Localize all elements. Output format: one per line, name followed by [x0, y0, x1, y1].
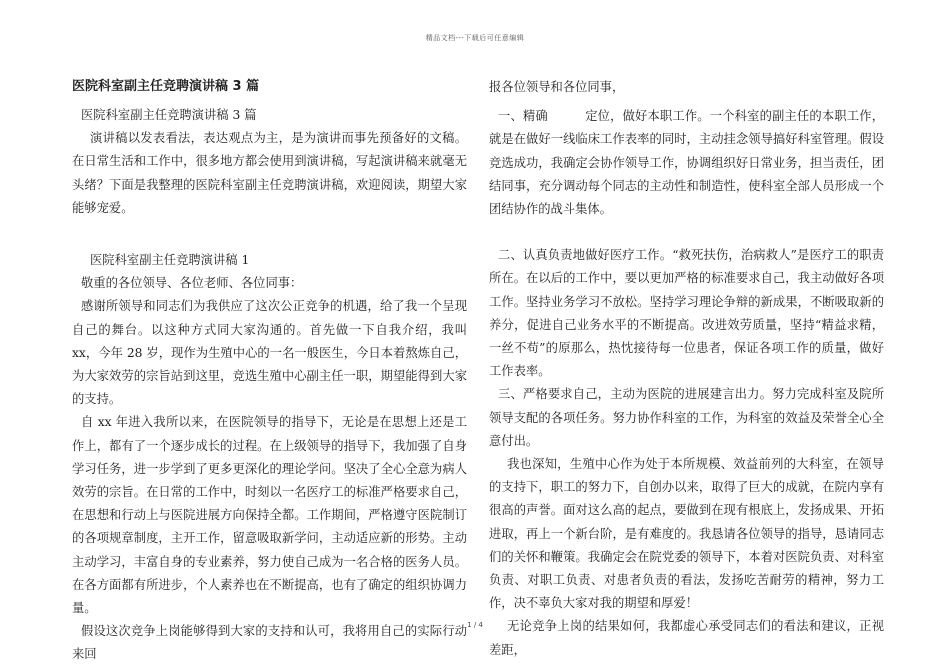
intro-paragraph: 演讲稿以发表看法，表达观点为主，是为演讲而事先预备好的文稿。在日常生活和工作中，很多地方都会使用到演讲稿，写起演讲稿来就毫无头绪？下面是我整理的医院科室副主任竞聘演讲稿，欢迎阅读，期望大家能够宠爱。 — [72, 131, 467, 215]
right-column — [489, 76, 884, 662]
document-title: 医院科室副主任竞聘演讲稿 3 篇 — [72, 79, 260, 94]
document-subtitle: 医院科室副主任竞聘演讲稿 3 篇 — [81, 108, 257, 122]
greeting: 敬重的各位领导、各位老师、各位同事： — [81, 276, 303, 291]
paragraph: 感谢所领导和同志们为我供应了这次公正竞争的机遇，给了我一个呈现自己的舞台。以这种方式同大家沟通的。首先做一下自我介绍，我叫 xx，今年 28 岁，现作为生殖中心的一名一般医生，今日本着熬炼自己，为大家效劳的宗旨站到这里，竞选生殖中心副主任一职，期望能得到大家的支持。 — [72, 299, 467, 407]
paragraph: 自 xx 年进入我所以来，在医院领导的指导下，无论是在思想上还是工作上，都有了一个逐步成长的过程。在上级领导的指导下，我加强了自身学习任务，进一步学到了更多更深化的理论学问。坚决了全心全意为病人效劳的宗旨。在日常的工作中，时刻以一名医疗工的标准严格要求自己，在思想和行动上与医院进展方向保持全都。工作期间，严格遵守医院制订的各项规章制度，主开工作，留意吸取新学问，主动适应新的形势。主动主动学习，丰富自身的专业素养，努力使自己成为一名合格的医务人员。在各方面都有所进步，个人素养也在不断提高，也有了确定的组织协调力量。 — [72, 415, 467, 616]
paragraph: 我也深知，生殖中心作为处于本所规模、效益前列的大科室，在领导的支持下，职工的努力下，自创办以来，取得了巨大的成就，在院内享有很高的声誉。面对这么高的起点，要做到在现有根底上，发扬成果、开拓进取，再上一个新台阶，是有难度的。我恳请各位领导的指导，恳请同志们的关怀和鞭策。我确定会在院党委的领导下，本着对医院负责、对科室负责、对职工负责、对患者负责的看法，发扬吃苦耐劳的精神，努力工作，决不辜负大家对我的期望和厚爱！ — [489, 457, 884, 611]
header-note: 精品文档---下载后可任意编辑 — [425, 34, 525, 42]
paragraph: 无论竞争上岗的结果如何，我都虚心承受同志们的看法和建议，正视差距， — [489, 619, 884, 657]
paragraph: 二、认真负责地做好医疗工作。“救死扶伤，治病救人”是医疗工的职责所在。在以后的工作中，要以更加严格的标准要求自己，我主动做好各项工作。坚持业务学习不放松。坚持学习理论争辩的新成果，不断吸取新的养分，促进自己业务水平的不断提高。改进效劳质量，坚持“精益求精，一丝不苟”的原那么，热忱接待每一位患者，保证各项工作的质量，做好工作表率。 — [489, 248, 884, 379]
paragraph: 一、精确 定位，做好本职工作。一个科室的副主任的本职工作，就是在做好一线临床工作表率的同时，主动挂念领导搞好科室管理。假设竞选成功，我确定会协作领导工作，协调组织好日常业务，担当责任，团结同事，充分调动每个同志的主动性和制造性，使科室全部人员形成一个团结协作的战斗集体。 — [489, 109, 884, 217]
section-heading: 医院科室副主任竞聘演讲稿 1 — [90, 253, 250, 268]
paragraph-continuation: 报各位领导和各位同事， — [489, 80, 625, 94]
paragraph: 假设这次竞争上岗能够得到大家的支持和认可，我将用自己的实际行动来回 — [72, 624, 467, 662]
page-number: 1 / 4 — [467, 621, 483, 629]
paragraph: 三、严格要求自己，主动为医院的进展建言出力。努力完成科室及院所领导支配的各项任务。努力协作科室的工作，为科室的效益及荣誉全心全意付出。 — [489, 387, 884, 448]
spacer — [489, 221, 884, 244]
left-column — [72, 76, 467, 667]
spacer — [72, 220, 467, 243]
